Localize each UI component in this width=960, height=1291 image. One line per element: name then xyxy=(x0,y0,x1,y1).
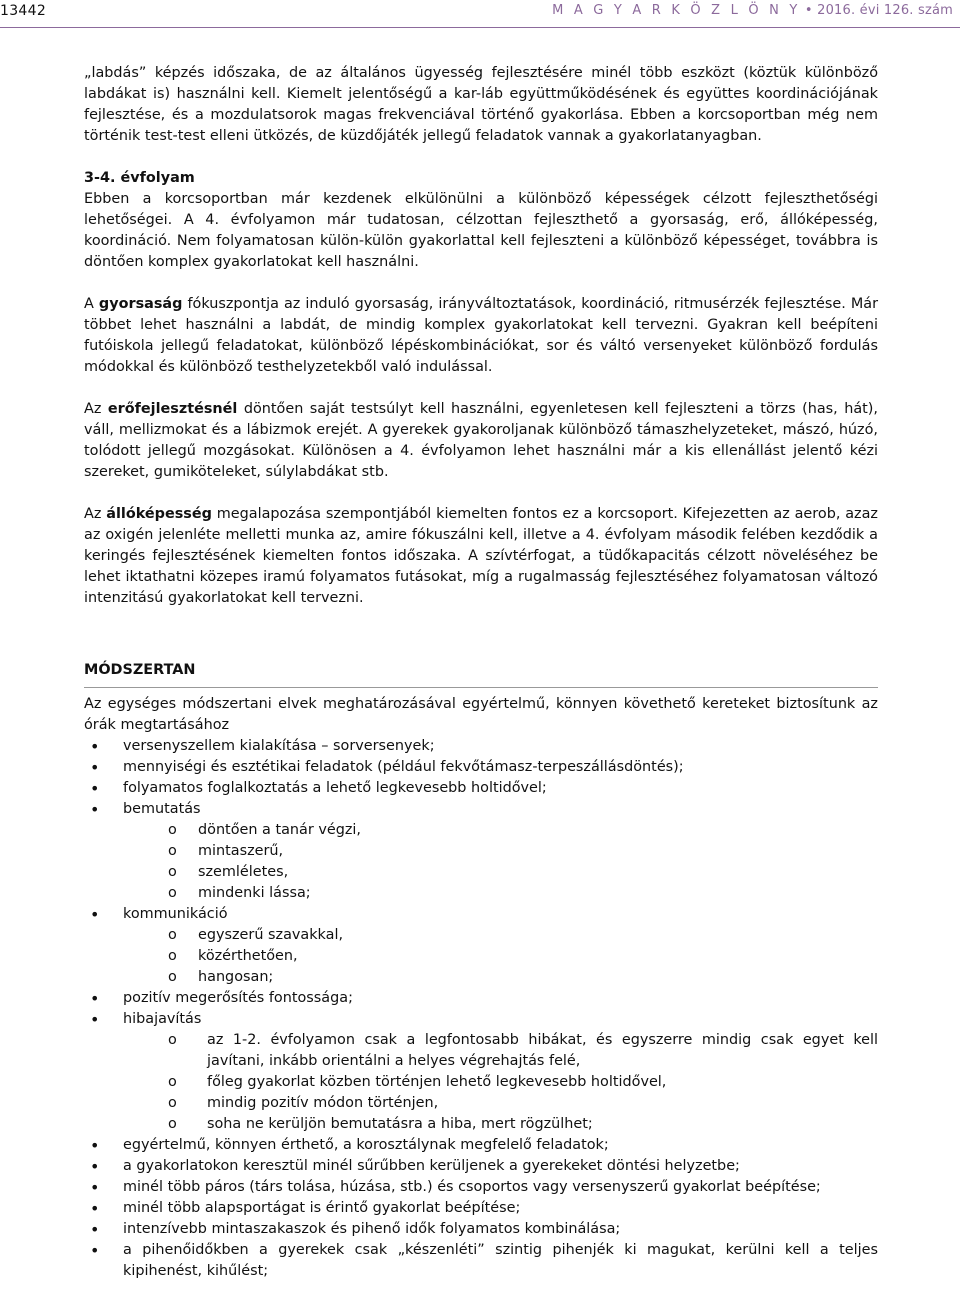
publication-info xyxy=(552,3,953,18)
list-item: • a pihenőidőkben a gyerekek csak „készenléti” szintig pihenjék ki magukat, kerülni kell a teljes kipihenést, kihűlést; xyxy=(84,1240,878,1282)
paragraph-gyorsasag: A gyorsaság fókuszpontja az induló gyorsaság, irányváltoztatások, koordináció, ritmusérzék fejlesztése. Már többet lehet használni a labdát, de mindig komplex gyakorlatokat kell tervezni. Gyakran kell beépíteni futóiskola jellegű feladatokat, különböző lépéskombinációkat, sor és váltó versenyeket különböző fordulás módokkal és különböző testhelyzetekből való indulással. xyxy=(84,296,878,375)
sublist-item: o főleg gyakorlat közben történjen lehető legkevesebb holtidővel, xyxy=(123,1072,878,1093)
list-item: • egyértelmű, könnyen érthető, a korosztálynak megfelelő feladatok; xyxy=(84,1135,878,1156)
sublist-item: o soha ne kerüljön bemutatásra a hiba, mert rögzülhet; xyxy=(123,1114,878,1135)
list-item: • intenzívebb mintaszakaszok és pihenő idők folyamatos kombinálása; xyxy=(84,1219,878,1240)
list-item: • minél több alapsportágat is érintő gyakorlat beépítése; xyxy=(84,1198,878,1219)
list-item: • pozitív megerősítés fontossága; xyxy=(84,988,878,1009)
sublist-item: o mintaszerű, xyxy=(123,841,878,862)
term-erofejlesztes: erőfejlesztésnél xyxy=(107,401,238,417)
sublist-item: o mindenki lássa; xyxy=(123,883,878,904)
page-content xyxy=(84,63,878,1282)
section-title-modszertan: MÓDSZERTAN xyxy=(84,662,196,678)
separator-dot: • xyxy=(804,3,818,18)
list-item: • versenyszellem kialakítása – sorversenyek; xyxy=(84,736,878,757)
paragraph-erofejlesztes: Az erőfejlesztésnél döntően saját testsúlyt kell használni, egyenletesen kell fejleszteni a törzs (has, hát), váll, mellizmokat és a lábizmok erejét. A gyerekek gyakoroljanak különböző támaszhelyzeteket, mászó, húzó, tolódott jellegű mozgásokat. Különösen a 4. évfolyamon lehet használni már a kis ellenállást jelentő kézi szereket, gumiköteleket, súlylabdákat stb. xyxy=(84,401,878,480)
term-allokepesseg: állóképesség xyxy=(106,506,212,522)
issue-label: 2016. évi 126. szám xyxy=(817,3,953,18)
paragraph-3-4: Ebben a korcsoportban már kezdenek elkülönülni a különböző képességek célzott fejleszthetőségi lehetőségei. A 4. évfolyamon már tudatosan, célzottan fejleszthető a gyorsaság, erő, állóképesség, koordináció. Nem folyamatosan külön-külön gyakorlattal kell fejleszteni a különböző képességet, továbbra is döntően komplex gyakorlatokat kell használni. xyxy=(84,191,878,270)
paragraph-labdas: „labdás” képzés időszaka, de az általános ügyesség fejlesztésére minél több eszközt (köztük különböző labdákat is) használni kell. Kiemelt jelentőségű a kar-láb együttműködésének és együttes koordinációjának fejlesztése, és a mozdulatsorok magas frekvenciával történő gyakorlása. Ebben a korcsoportban még nem történik test-test elleni ütközés, de küzdőjáték jellegű feladatok vannak a gyakorlatanyagban. xyxy=(84,65,878,144)
publication-name: M A G Y A R K Ö Z L Ö N Y xyxy=(552,3,801,18)
page-number: 13442 xyxy=(0,3,47,19)
list-item: • a gyakorlatokon keresztül minél sűrűbben kerüljenek a gyerekeket döntési helyzetbe; xyxy=(84,1156,878,1177)
sublist-item: o szemléletes, xyxy=(123,862,878,883)
term-gyorsasag: gyorsaság xyxy=(98,296,183,312)
heading-3-4-evfolyam: 3-4. évfolyam xyxy=(84,170,195,186)
sublist-hibajavitas xyxy=(123,1030,878,1135)
sublist-item: o közérthetően, xyxy=(123,946,878,967)
header-rule xyxy=(0,27,960,28)
sublist-item: o az 1-2. évfolyamon csak a legfontosabb hibákat, és egyszerre mindig csak egyet kell javítani, inkább orientálni a helyes végrehajtás felé, xyxy=(123,1030,878,1072)
list-item: • folyamatos foglalkoztatás a lehető legkevesebb holtidővel; xyxy=(84,778,878,799)
section-rule xyxy=(84,687,878,688)
list-item-kommunikacio: • kommunikáció o egyszerű szavakkal, o közérthetően, o hangosan; xyxy=(84,904,878,988)
list-item-hibajavitas: • hibajavítás o az 1-2. évfolyamon csak a legfontosabb hibákat, és egyszerre mindig csak egyet kell javítani, inkább orientálni a helyes végrehajtás felé, o főleg gyakorlat közben történjen lehető legkevesebb holtidővel, o mindig pozitív módon történjen, o soha ne kerüljön bemutatásra a hiba, mert rögzülhet; xyxy=(84,1009,878,1135)
page-header xyxy=(0,0,960,28)
list-item: • minél több páros (társ tolása, húzása, stb.) és csoportos vagy versenyszerű gyakorlat beépítése; xyxy=(84,1177,878,1198)
list-item: • mennyiségi és esztétikai feladatok (például fekvőtámasz-terpeszállásdöntés); xyxy=(84,757,878,778)
methods-list xyxy=(84,736,878,1282)
sublist-item: o döntően a tanár végzi, xyxy=(123,820,878,841)
paragraph-allokepesseg: Az állóképesség megalapozása szempontjából kiemelten fontos ez a korcsoport. Kifejezetten az aerob, azaz az oxigén jelenléte melletti munka az, amire fókuszálni kell, illetve a 4. évfolyam második felében kezdődik a keringés fejlesztésének kiemelten fontos időszaka. A szívtérfogat, a tüdőkapacitás célzott növeléséhez be lehet iktathatni közepes iramú folyamatos futásokat, míg a rugalmasság fejlesztéséhez folyamatosan változó intenzitású gyakorlatokat kell tervezni. xyxy=(84,506,878,606)
methods-intro: Az egységes módszertani elvek meghatározásával egyértelmű, könnyen követhető kereteket biztosítunk az órák megtartásához xyxy=(84,696,878,733)
list-item-bemutatas: • bemutatás o döntően a tanár végzi, o mintaszerű, o szemléletes, o mindenki lássa; xyxy=(84,799,878,904)
sublist-item: o egyszerű szavakkal, xyxy=(123,925,878,946)
sublist-bemutatas xyxy=(123,820,878,904)
sublist-kommunikacio xyxy=(123,925,878,988)
sublist-item: o mindig pozitív módon történjen, xyxy=(123,1093,878,1114)
sublist-item: o hangosan; xyxy=(123,967,878,988)
